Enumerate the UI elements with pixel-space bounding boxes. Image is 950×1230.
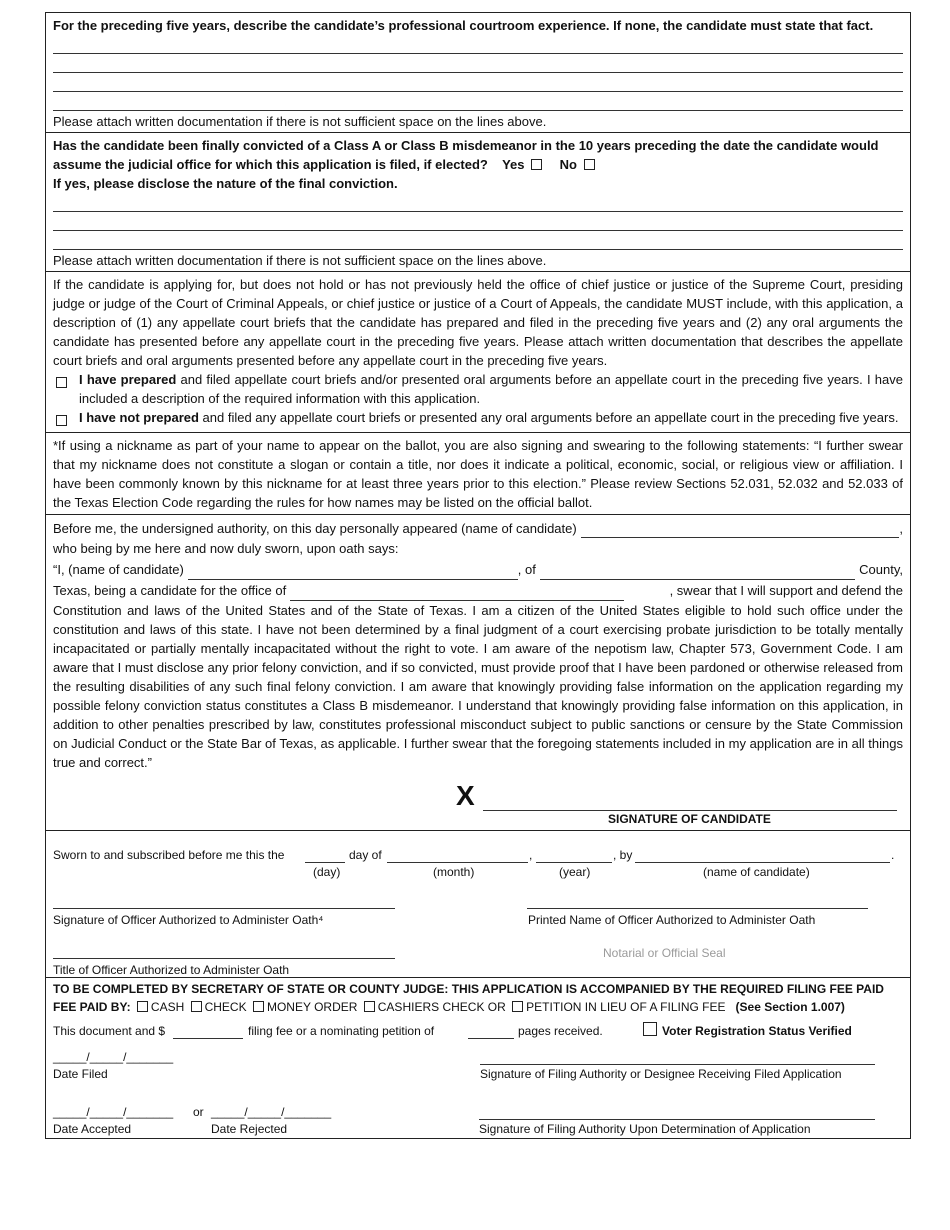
cashiers-check-label: CASHIERS CHECK OR bbox=[377, 1000, 506, 1014]
officer-signature-line[interactable] bbox=[53, 908, 395, 909]
fee-paid-label: FEE PAID BY: bbox=[53, 1000, 131, 1014]
answer-line[interactable] bbox=[53, 54, 903, 73]
cash-checkbox[interactable] bbox=[137, 1001, 148, 1012]
money-order-label: MONEY ORDER bbox=[266, 1000, 358, 1014]
appellate-paragraph: If the candidate is applying for, but does not hold or has not previously held the office of chief justice or justice of the Supreme Court, presiding judge or judge of the Court of Criminal Appeals, or chief justice or justice of a Court of Appeals, the candidate MUST include, with this application, a description of (1) any appellate court briefs that the candidate has prepared and filed in the preceding five years and (2) any oral arguments the candidate has presented before any appellate court in the preceding five years. Please attach written documentation that describes the appellate court briefs and oral arguments presented before any appellate court in the preceding five years. bbox=[53, 277, 903, 368]
doc-text-b: filing fee or a nominating petition of bbox=[248, 1024, 435, 1038]
sworn-text-b: day of bbox=[349, 848, 382, 862]
month-field[interactable] bbox=[387, 862, 528, 863]
no-label: No bbox=[559, 157, 577, 172]
not-prepared-option bbox=[53, 408, 903, 430]
not-prepared-bold: I have not prepared bbox=[79, 410, 199, 425]
sworn-text-a: Sworn to and subscribed before me this the bbox=[53, 848, 285, 862]
sworn-section bbox=[46, 831, 910, 978]
answer-line[interactable] bbox=[53, 193, 903, 212]
check-label: CHECK bbox=[204, 1000, 247, 1014]
prepared-bold: I have prepared bbox=[79, 372, 177, 387]
nickname-section bbox=[46, 433, 910, 515]
determination-signature-line[interactable] bbox=[479, 1119, 875, 1120]
sworn-text-e: . bbox=[891, 848, 895, 862]
date-accepted-label: Date Accepted bbox=[53, 1122, 132, 1136]
application-form bbox=[45, 12, 911, 1139]
day-field[interactable] bbox=[305, 862, 345, 863]
misdemeanor-question bbox=[53, 136, 903, 174]
no-checkbox[interactable] bbox=[584, 159, 595, 170]
signature-label: SIGNATURE OF CANDIDATE bbox=[608, 812, 771, 826]
answer-line[interactable] bbox=[53, 212, 903, 231]
county-field[interactable] bbox=[540, 565, 855, 580]
oath-section bbox=[46, 515, 910, 831]
misdemeanor-question-text: Has the candidate been finally convicted of a Class A or Class B misdemeanor in the 10 years preceding the date the candidate would assume the judicial office for which this application is filed, if elected? bbox=[53, 138, 879, 172]
see-section-label: (See Section 1.007) bbox=[735, 1000, 845, 1014]
answer-line[interactable] bbox=[53, 35, 903, 54]
cash-label: CASH bbox=[150, 1000, 185, 1014]
sworn-name-field[interactable] bbox=[635, 862, 890, 863]
date-rejected-label: Date Rejected bbox=[211, 1122, 288, 1136]
nickname-paragraph: *If using a nickname as part of your name to appear on the ballot, you are also signing and swearing to the following statements: “I further swear that my nickname does not constitute a slogan or contain a title, nor does it indicate a political, economic, social, or religious view or affiliation. I have been commonly known by this nickname for at least three years prior to this election.” Please review Sections 52.031, 52.032 and 52.033 of the Texas Election Code regarding the rules for how names may be listed on the official ballot. bbox=[53, 438, 903, 510]
candidate-signature-line[interactable] bbox=[483, 810, 897, 811]
notary-seal-label: Notarial or Official Seal bbox=[603, 946, 726, 960]
officer-signature-label: Signature of Officer Authorized to Administer Oath⁴ bbox=[53, 913, 324, 927]
day-label: (day) bbox=[313, 865, 341, 879]
oath-line3-a: “I, (name of candidate) bbox=[53, 562, 184, 577]
office-use-section bbox=[46, 978, 910, 1138]
officer-title-label: Title of Officer Authorized to Administer Oath bbox=[53, 963, 290, 977]
prepared-option bbox=[53, 370, 903, 408]
attach-note: Please attach written documentation if there is not sufficient space on the lines above. bbox=[53, 114, 547, 129]
candidate-name-field-2[interactable] bbox=[188, 565, 518, 580]
oath-line1-end: , bbox=[899, 521, 903, 536]
oath-line2: who being by me here and now duly sworn, upon oath says: bbox=[53, 541, 399, 556]
attach-note: Please attach written documentation if there is not sufficient space on the lines above. bbox=[53, 253, 547, 268]
oath-line3-c: County, bbox=[859, 562, 903, 577]
voter-verified-checkbox[interactable] bbox=[643, 1022, 657, 1036]
officer-printed-name-line[interactable] bbox=[527, 908, 868, 909]
filing-fee-amount-field[interactable] bbox=[173, 1038, 243, 1039]
yes-checkbox[interactable] bbox=[531, 159, 542, 170]
sworn-text-d: , by bbox=[613, 848, 633, 862]
yes-label: Yes bbox=[502, 157, 525, 172]
misdemeanor-section bbox=[46, 133, 910, 272]
courtroom-experience-section bbox=[46, 13, 910, 133]
prepared-checkbox[interactable] bbox=[56, 377, 67, 388]
oath-line1: Before me, the undersigned authority, on this day personally appeared (name of candidate) bbox=[53, 521, 577, 536]
doc-text-c: pages received. bbox=[518, 1024, 603, 1038]
month-label: (month) bbox=[433, 865, 475, 879]
year-field[interactable] bbox=[536, 862, 612, 863]
oath-line4-b: , swear that I will support and defend the bbox=[669, 583, 903, 598]
check-checkbox[interactable] bbox=[191, 1001, 202, 1012]
doc-text-a: This document and $ bbox=[53, 1024, 166, 1038]
year-label: (year) bbox=[559, 865, 591, 879]
oath-line4-a: Texas, being a candidate for the office of bbox=[53, 583, 287, 598]
filing-signature-line[interactable] bbox=[480, 1064, 875, 1065]
petition-checkbox[interactable] bbox=[512, 1001, 523, 1012]
officer-printed-name-label: Printed Name of Officer Authorized to Administer Oath bbox=[528, 913, 816, 927]
date-filed-field[interactable]: _____/_____/_______ bbox=[53, 1050, 174, 1064]
or-label: or bbox=[193, 1105, 204, 1119]
fee-paid-row bbox=[53, 998, 845, 1017]
date-accepted-field[interactable]: _____/_____/_______ bbox=[53, 1105, 174, 1119]
candidate-name-field[interactable] bbox=[581, 523, 900, 538]
oath-body: Constitution and laws of the United States and of the State of Texas. I am a citizen of the United States eligible to hold such office under the constitution and laws of this state. I have not been determined by a final judgment of a court exercising probate jurisdiction to be totally mentally incapacitated or partially mentally incapacitated without the right to vote. I am aware of the nepotism law, Chapter 573, Government Code. I am aware that I must disclose any prior felony conviction, and if so convicted, must provide proof that I have been pardoned or otherwise released from the resulting disabilities of any such final felony conviction. I am aware that knowingly providing false information on the application regarding my possible felony conviction status constitutes a Class B misdemeanor. I understand that knowingly providing false information on this application, in addition to other penalties prescribed by law, constitutes professional misconduct subject to public sanctions or censure by the State Commission on Judicial Conduct or the State Bar of Texas, as applicable. I further swear that the foregoing statements included in my application are in all things true and correct.” bbox=[53, 603, 903, 770]
answer-line[interactable] bbox=[53, 231, 903, 250]
signature-x: X bbox=[456, 780, 475, 811]
disclose-text: If yes, please disclose the nature of the final conviction. bbox=[53, 176, 398, 191]
experience-question: For the preceding five years, describe the candidate’s professional courtroom experience. If none, the candidate must state that fact. bbox=[53, 18, 874, 33]
not-prepared-checkbox[interactable] bbox=[56, 415, 67, 426]
name-label: (name of candidate) bbox=[703, 865, 810, 879]
date-filed-label: Date Filed bbox=[53, 1067, 108, 1081]
voter-verified-label: Voter Registration Status Verified bbox=[662, 1024, 852, 1038]
appellate-section bbox=[46, 272, 910, 433]
answer-line[interactable] bbox=[53, 73, 903, 92]
prepared-text: and filed appellate court briefs and/or presented oral arguments before an appellate court in the preceding five years. I have included a description of the required information with this application. bbox=[79, 372, 903, 406]
cashiers-check-checkbox[interactable] bbox=[364, 1001, 375, 1012]
not-prepared-text: and filed any appellate court briefs or presented any oral arguments before an appellate court in the preceding five years. bbox=[198, 410, 899, 425]
determination-signature-label: Signature of Filing Authority Upon Determination of Application bbox=[479, 1122, 811, 1136]
oath-line3-b: , of bbox=[517, 562, 536, 577]
officer-title-line[interactable] bbox=[53, 958, 395, 959]
date-rejected-field[interactable]: _____/_____/_______ bbox=[211, 1105, 332, 1119]
filing-signature-label: Signature of Filing Authority or Designee Receiving Filed Application bbox=[480, 1067, 842, 1081]
office-field[interactable] bbox=[290, 586, 624, 601]
sworn-text-c: , bbox=[529, 848, 533, 862]
office-heading: TO BE COMPLETED BY SECRETARY OF STATE OR COUNTY JUDGE: THIS APPLICATION IS ACCOMPANIED BY THE REQUIRED FILING FEE PAID bbox=[53, 982, 884, 996]
petition-label: PETITION IN LIEU OF A FILING FEE bbox=[526, 1000, 726, 1014]
answer-line[interactable] bbox=[53, 92, 903, 111]
pages-field[interactable] bbox=[468, 1038, 514, 1039]
money-order-checkbox[interactable] bbox=[253, 1001, 264, 1012]
